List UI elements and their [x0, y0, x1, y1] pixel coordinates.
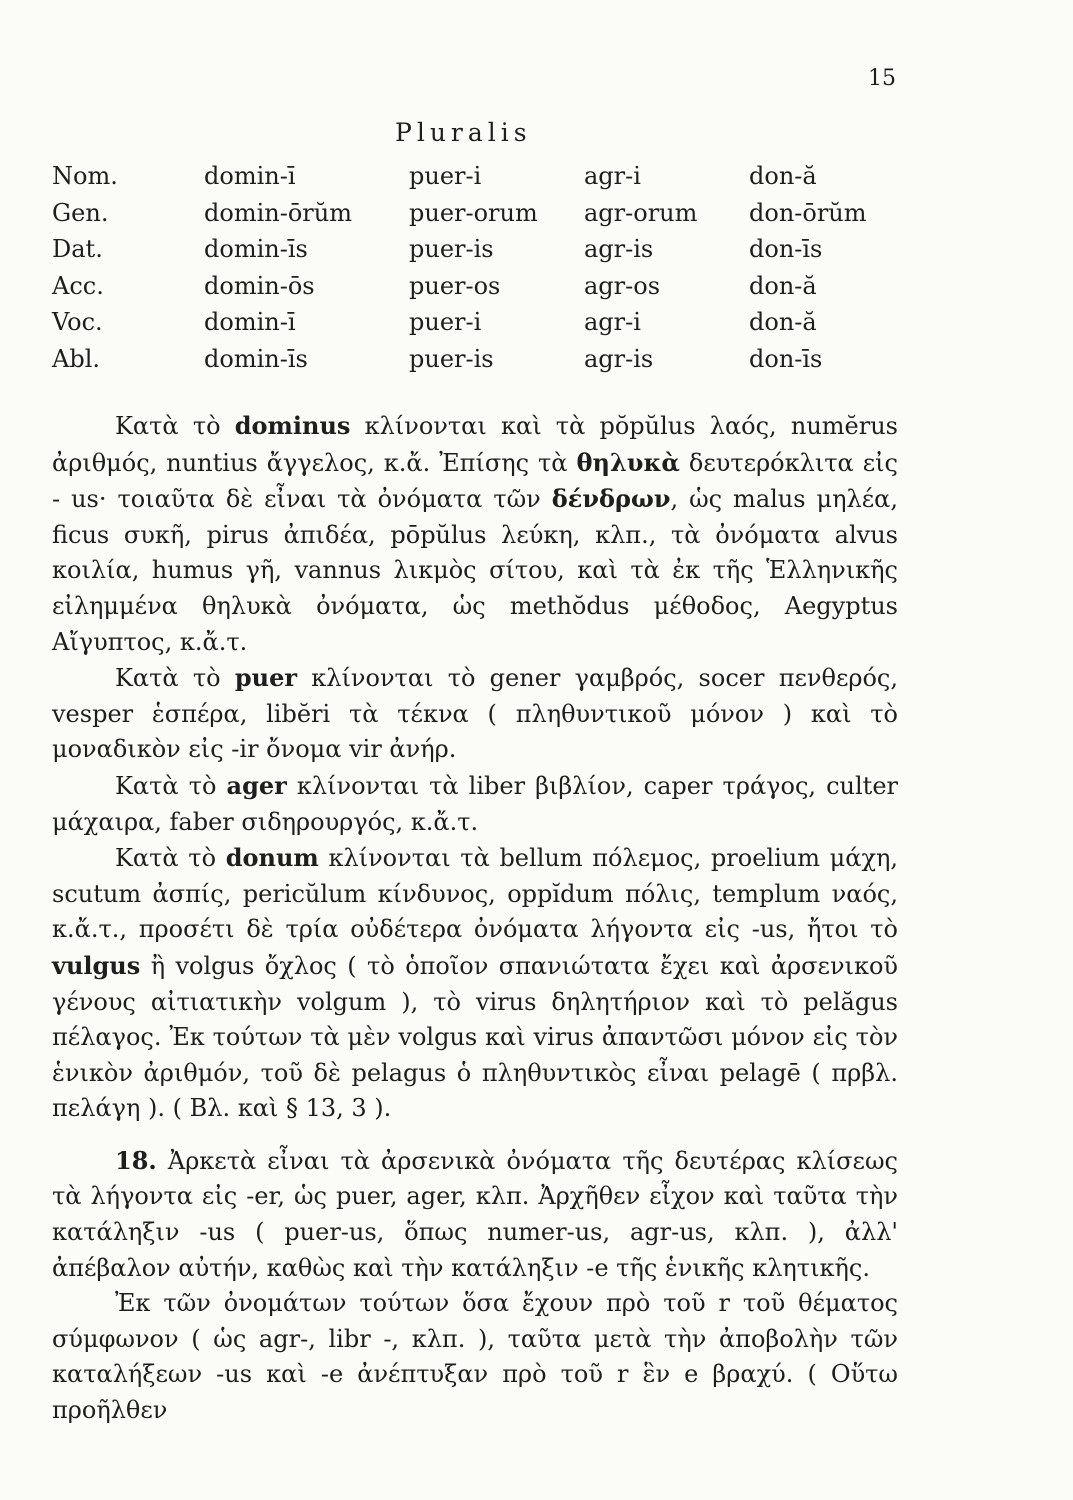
- table-row: [52, 201, 889, 238]
- case-label: Voc.: [52, 308, 103, 336]
- bold-term: θηλυκὰ: [576, 447, 680, 477]
- ager-form: agr-orum: [584, 198, 698, 227]
- bold-term: vulgus: [52, 950, 141, 980]
- bold-term: puer: [234, 663, 298, 693]
- paragraph-donum: [52, 840, 898, 1127]
- paragraph-ager: [52, 768, 898, 840]
- case-label: Gen.: [52, 198, 109, 227]
- case-label: Dat.: [52, 235, 103, 263]
- paragraph-dominus: [52, 408, 898, 660]
- donum-form: don-ă: [749, 271, 817, 300]
- table-row: [52, 164, 889, 201]
- dominus-form: domin-ōs: [204, 271, 315, 300]
- donum-form: don-īs: [749, 235, 823, 263]
- paragraph-puer: [52, 660, 898, 768]
- bold-term: δένδρων: [551, 484, 671, 514]
- ager-form: agr-os: [584, 271, 661, 300]
- dominus-form: domin-ī: [204, 308, 296, 336]
- donum-form: don-ă: [749, 162, 817, 190]
- text-run: Ἀρκετὰ εἶναι τὰ ἀρσενικὰ ὀνόματα τῆς δευτέρας κλίσεως τὰ λήγοντα εἰς -er, ὡς puer, ager, κλπ. Ἀρχῆθεν εἶχον καὶ ταῦτα τὴν κατάληξιν -us ( puer-us, ὅπως numer-us, agr-us, κλπ. ), ἀλλ' ἀπέβαλον αὐτήν, καθὼς καὶ τὴν κατάληξιν -e τῆς ἑνικῆς κλητικῆς.: [52, 1146, 898, 1282]
- case-label: Acc.: [52, 271, 104, 300]
- table-row: [52, 310, 889, 347]
- dominus-form: domin-ōrŭm: [204, 198, 352, 227]
- bold-term: ager: [226, 770, 287, 800]
- dominus-form: domin-īs: [204, 344, 308, 373]
- text-run: Ἐκ τῶν ὀνομάτων τούτων ὅσα ἔχουν πρὸ τοῦ r τοῦ θέματος σύμφωνον ( ὡς agr-, libr -, κλπ. ), ταῦτα μετὰ τὴν ἀποβολὴν τῶν καταλήξεων -us καὶ -e ἀνέπτυξαν πρὸ τοῦ r ἓν e βραχύ. ( Οὕτω προῆλθεν: [52, 1289, 898, 1425]
- text-run: , ὡς malus μηλέα, ficus συκῆ, pirus ἀπιδέα, pōpŭlus λεύκη, κλπ., τὰ ὀνόματα alvus κοιλία, humus γῆ, vannus λικμὸς σίτου, καὶ τὰ ἐκ τῆς Ἑλληνικῆς εἰλημμένα θηλυκὰ ὀνόματα, ὡς methŏdus μέθοδος, Aegyptus Αἴγυπτος, κ.ἄ.τ.: [52, 485, 898, 656]
- dominus-form: domin-īs: [204, 235, 308, 263]
- text-run: ἢ volgus ὄχλος ( τὸ ὁποῖον σπανιώτατα ἔχει καὶ ἀρσενικοῦ γένους αἰτιατικὴν volgum ), τὸ virus δηλητήριον καὶ τὸ pelăgus πέλαγος. Ἐκ τούτων τὰ μὲν volgus καὶ virus ἀπαντῶσι μόνον εἰς τὸν ἑνικὸν ἀριθμόν, τοῦ δὲ pelagus ὁ πληθυντικὸς εἶναι pelagē ( πρβλ. πελάγη ). ( Βλ. καὶ § 13, 3 ).: [52, 951, 898, 1123]
- puer-form: puer-os: [409, 271, 501, 300]
- text-run: Κατὰ τὸ: [115, 664, 235, 693]
- puer-form: puer-is: [409, 344, 494, 373]
- text-run: κλίνονται τὰ liber βιβλίον, caper τράγος, culter μάχαιρα, faber σιδηρουργός, κ.ἄ.τ.: [52, 771, 899, 836]
- ager-form: agr-i: [584, 308, 641, 336]
- puer-form: puer-i: [409, 162, 482, 190]
- text-run: κλίνονται τὸ gener γαμβρός, socer πενθερός, vesper ἑσπέρα, libĕri τὰ τέκνα ( πληθυντικοῦ μόνον ) καὶ τὸ μοναδικὸν εἰς -ir ὄνομα vir ἀνήρ.: [52, 664, 899, 764]
- ager-form: agr-is: [584, 344, 654, 373]
- table-row: [52, 274, 889, 311]
- ager-form: agr-i: [584, 162, 641, 190]
- declension-table: [52, 164, 889, 383]
- puer-form: puer-is: [409, 235, 494, 263]
- page-number: 15: [868, 66, 896, 91]
- text-run: Κατὰ τὸ: [115, 771, 227, 800]
- text-run: Κατὰ τὸ: [115, 412, 235, 440]
- table-row: [52, 347, 889, 384]
- case-label: Nom.: [52, 162, 118, 190]
- case-label: Abl.: [52, 344, 100, 373]
- dominus-form: domin-ī: [204, 162, 296, 190]
- puer-form: puer-i: [409, 308, 482, 336]
- text-run: Κατὰ τὸ: [115, 844, 226, 873]
- donum-form: don-ă: [749, 308, 817, 336]
- text-run: δευτερόκλιτα εἰς - us· τοιαῦτα δὲ εἶναι τὰ ὀνόματα τῶν: [52, 448, 898, 514]
- ager-form: agr-is: [584, 235, 654, 263]
- table-row: [52, 237, 889, 274]
- text-run: κλίνονται καὶ τὰ pŏpŭlus λαός, numĕrus ἀριθμός, nuntius ἄγγελος, κ.ἄ. Ἐπίσης τὰ: [52, 412, 898, 477]
- paragraph-consonant-stems: [52, 1286, 898, 1428]
- section-title: Pluralis: [395, 118, 532, 147]
- bold-term: dominus: [234, 411, 351, 440]
- donum-form: don-ōrŭm: [749, 198, 867, 227]
- body-text: [52, 408, 898, 1429]
- paragraph-section-18: [52, 1143, 898, 1286]
- donum-form: don-īs: [749, 344, 823, 373]
- text-run: κλίνονται τὰ bellum πόλεμος, proelium μάχη, scutum ἀσπίς, pericŭlum κίνδυνος, oppĭdum πόλις, templum ναός, κ.ἄ.τ., προσέτι δὲ τρία οὐδέτερα ὀνόματα λήγοντα εἰς -us, ἤτοι τὸ: [52, 844, 898, 944]
- puer-form: puer-orum: [409, 198, 538, 227]
- section-number: 18.: [115, 1145, 157, 1175]
- bold-term: donum: [225, 843, 319, 873]
